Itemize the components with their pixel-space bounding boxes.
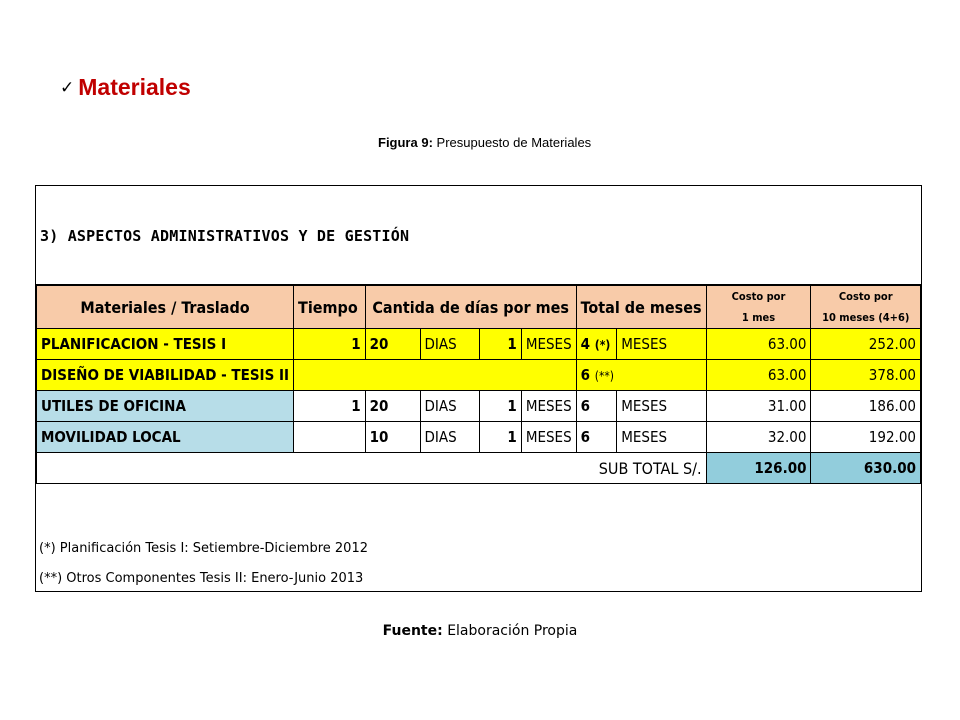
row-tiempo: 1	[294, 391, 366, 422]
table-row	[37, 422, 921, 453]
section-title: Materiales	[78, 74, 191, 100]
header-costo-1-line2: 1 mes	[741, 311, 776, 324]
header-materiales: Materiales / Traslado	[37, 286, 294, 329]
table-row	[37, 391, 921, 422]
row-costo-1: 63.00	[706, 329, 811, 360]
row-total: 6	[576, 422, 617, 453]
row-total-label: MESES	[617, 422, 706, 453]
source-label: Fuente:	[382, 623, 443, 639]
budget-table	[36, 285, 921, 484]
row-name: PLANIFICACION - TESIS I	[37, 329, 294, 360]
row-total: 6	[576, 391, 617, 422]
subtotal-label: SUB TOTAL S/.	[37, 453, 707, 484]
row-mes: 1	[479, 391, 521, 422]
row-tiempo	[294, 422, 366, 453]
row-total-label: MESES	[617, 329, 706, 360]
row-total-note: (**)	[594, 369, 614, 383]
header-cantidad: Cantida de días por mes	[365, 286, 576, 329]
row-total-label: MESES	[617, 391, 706, 422]
row-tiempo: 1	[294, 329, 366, 360]
figure-label: Figura 9:	[378, 135, 433, 150]
row-costo-1: 63.00	[706, 360, 811, 391]
row-total-value: 6	[580, 366, 591, 384]
sheet-title-row	[36, 186, 921, 285]
section-heading	[60, 74, 191, 101]
table-header-row	[37, 286, 921, 329]
checkmark-icon: ✓	[60, 77, 75, 98]
source-text: Elaboración Propia	[447, 623, 578, 639]
subtotal-row	[37, 453, 921, 484]
figure-title: Presupuesto de Materiales	[436, 135, 592, 150]
header-costo-1-mes	[706, 286, 811, 329]
row-costo-10: 192.00	[811, 422, 921, 453]
sheet-title: 3) ASPECTOS ADMINISTRATIVOS Y DE GESTIÓN	[40, 227, 410, 245]
row-dias-label: DIAS	[420, 329, 479, 360]
row-name: MOVILIDAD LOCAL	[37, 422, 294, 453]
row-name: DISEÑO DE VIABILIDAD - TESIS II	[37, 360, 294, 391]
row-costo-10: 252.00	[811, 329, 921, 360]
header-tiempo: Tiempo	[294, 286, 366, 329]
row-mes-label: MESES	[521, 391, 576, 422]
budget-sheet	[35, 185, 922, 592]
row-mes: 1	[479, 422, 521, 453]
row-dias: 10	[365, 422, 420, 453]
header-total: Total de meses	[576, 286, 706, 329]
row-mes: 1	[479, 329, 521, 360]
row-total-note: (*)	[594, 338, 611, 352]
header-costo-10-line1: Costo por	[838, 290, 893, 303]
row-name: UTILES DE OFICINA	[37, 391, 294, 422]
header-costo-10-line2: 10 meses (4+6)	[822, 311, 910, 324]
row-mes-label: MESES	[521, 422, 576, 453]
row-costo-1: 31.00	[706, 391, 811, 422]
header-costo-10-meses	[811, 286, 921, 329]
row-total-value: 4	[580, 335, 591, 353]
row-total	[576, 329, 617, 360]
subtotal-costo-1: 126.00	[706, 453, 811, 484]
table-row	[37, 329, 921, 360]
row-costo-10: 186.00	[811, 391, 921, 422]
row-empty	[294, 360, 577, 391]
row-costo-1: 32.00	[706, 422, 811, 453]
footnote: (*) Planificación Tesis I: Setiembre-Diciembre 2012	[39, 541, 368, 556]
row-dias: 20	[365, 329, 420, 360]
subtotal-costo-10: 630.00	[811, 453, 921, 484]
footnote: (**) Otros Componentes Tesis II: Enero-Junio 2013	[39, 571, 364, 586]
row-dias-label: DIAS	[420, 391, 479, 422]
source-line	[0, 623, 960, 639]
row-mes-label: MESES	[521, 329, 576, 360]
row-total	[576, 360, 706, 391]
header-costo-1-line1: Costo por	[731, 290, 786, 303]
table-row	[37, 360, 921, 391]
row-costo-10: 378.00	[811, 360, 921, 391]
row-dias: 20	[365, 391, 420, 422]
row-dias-label: DIAS	[420, 422, 479, 453]
